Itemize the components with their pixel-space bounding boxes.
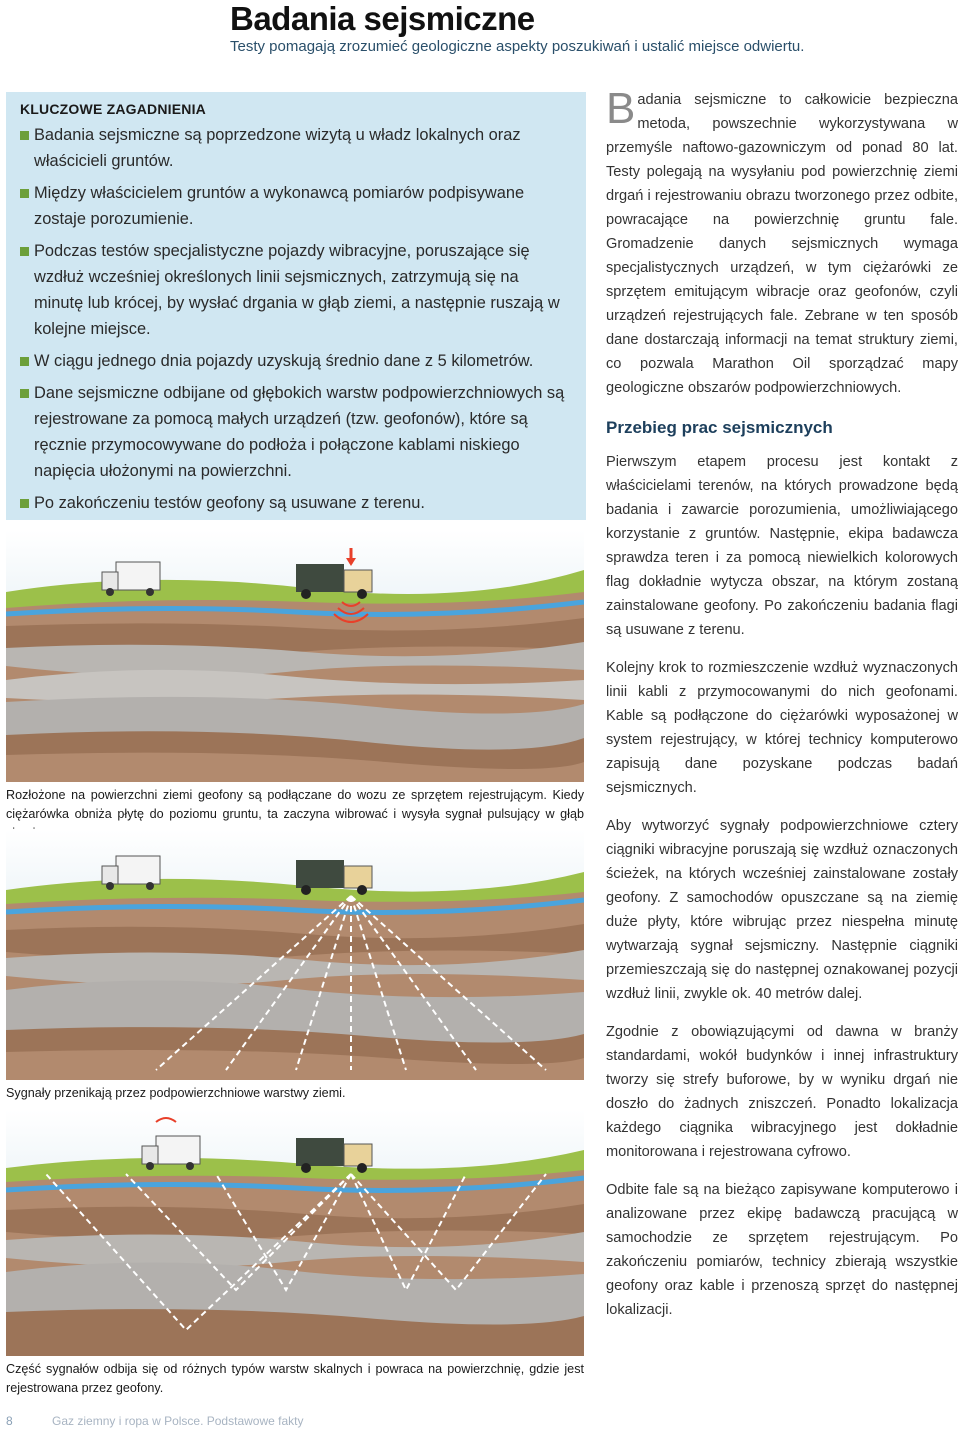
page-footer [6, 1414, 303, 1428]
figure-caption-3: Część sygnałów odbija się od różnych typów warstw skalnych i powraca na powierzchnię, gdzie jest rejestrowana przez geofony. [6, 1362, 584, 1395]
publication-title: Gaz ziemny i ropa w Polsce. Podstawowe fakty [52, 1414, 304, 1428]
article-paragraph: Kolejny krok to rozmieszczenie wzdłuż wyznaczonych linii kabli z przymocowanymi do nich geofonami. Kable są podłączone do ciężarówki wyposażonej w system rejestrujący, w której technicy komputerowo zapisują dane pozyskane podczas badań sejsmicznych. [606, 660, 958, 796]
square-bullet-icon [20, 131, 29, 140]
drop-cap: B [606, 84, 636, 133]
page-subtitle: Testy pomagają zrozumieć geologiczne aspekty poszukiwań i ustalić miejsce odwiertu. [230, 38, 805, 55]
key-points-box [6, 92, 586, 520]
seismic-illustration-vibration [6, 530, 584, 782]
key-point-item: Po zakończeniu testów geofony są usuwane z terenu. [20, 490, 572, 516]
page-title: Badania sejsmiczne [230, 0, 535, 37]
figure-caption-2: Sygnały przenikają przez podpowierzchniowe warstwy ziemi. [6, 1086, 346, 1100]
key-point-item: Między właścicielem gruntów a wykonawcą pomiarów podpisywane zostaje porozumienie. [20, 180, 572, 232]
article-paragraph: Zgodnie z obowiązującymi od dawna w branży standardami, wokół budynków i innej infrastruktury tworzy się strefy buforowe, by w wyniku drgań nie doszło do żadnych zniszczeń. Ponadto lokalizacja każdego ciągnika wibracyjnego jest dokładnie monitorowana i rejestrowana cyfrowo. [606, 1024, 958, 1160]
section-heading: Przebieg prac sejsmicznych [606, 418, 833, 437]
seismic-illustration-reflection [6, 1110, 584, 1356]
key-points-heading: KLUCZOWE ZAGADNIENIA [20, 101, 206, 117]
key-point-item: Badania sejsmiczne są poprzedzone wizytą u władz lokalnych oraz właścicieli gruntów. [20, 122, 572, 174]
square-bullet-icon [20, 357, 29, 366]
key-point-item: Podczas testów specjalistyczne pojazdy wibracyjne, poruszające się wzdłuż wcześniej określonych linii sejsmicznych, zatrzymują się na minutę lub krócej, by wysłać drgania w głąb ziemi, a następnie ruszają w kolejne miejsce. [20, 238, 572, 342]
article-column [606, 84, 958, 1322]
key-point-item: Dane sejsmiczne odbijane od głębokich warstw podpowierzchniowych są rejestrowane za pomocą małych urządzeń (tzw. geofonów), które są ręcznie przymocowywane do podłoża i połączone kablami niskiego napięcia ułożonymi na powierzchni. [20, 380, 572, 484]
seismic-illustration-penetration [6, 830, 584, 1080]
article-paragraph: Aby wytworzyć sygnały podpowierzchniowe cztery ciągniki wibracyjne poruszają się wzdłuż oznaczonych ścieżek, na których wcześniej zainstalowane zostały geofony. Z samochodów opuszczane są na ziemię duże płyty, które wibrując przez niespełna minutę wytwarzają sygnał sejsmiczny. Następnie ciągniki przemieszczają się do następnej oznakowanej pozycji wzdłuż linii, zwykle ok. 40 metrów dalej. [606, 818, 958, 1002]
figure-caption-1: Rozłożone na powierzchni ziemi geofony są podłączane do wozu ze sprzętem rejestrującym. Kiedy ciężarówka obniża płytę do poziomu gruntu, ta zaczyna wibrować i wysyła sygnał pulsujący w głąb [6, 788, 584, 821]
square-bullet-icon [20, 499, 29, 508]
square-bullet-icon [20, 189, 29, 198]
article-paragraph: Pierwszym etapem procesu jest kontakt z właścicielami terenów, na których prowadzone będą badania i zawarcie porozumienia, umożliwiającego korzystanie z gruntów. Następnie, ekipa badawcza sprawdza teren i za pomocą niewielkich kolorowych flag dokładnie wytycza obszar, na którym zostaną zainstalowane geofony. Po zakończeniu badania flagi są usuwane z terenu. [606, 454, 958, 638]
key-point-item: W ciągu jednego dnia pojazdy uzyskują średnio dane z 5 kilometrów. [20, 348, 572, 374]
page-number: 8 [6, 1414, 13, 1428]
intro-paragraph: Badania sejsmiczne to całkowicie bezpieczna metoda, powszechnie wykorzystywana w przemyśle naftowo-gazowniczym od ponad 80 lat. Testy polegają na wysyłaniu pod powierzchnię ziemi drgań i rejestrowaniu obrazu tworzonego przez odbite, powracające na powierzchnię gruntu fale. Gromadzenie danych sejsmicznych wymaga specjalistycznych urządzeń, w tym ciężarówki ze sprzętem emitującym wibracje oraz geofonów, czyli urządzeń rejestrujących fale. Zebrane w ten sposób dane dostarczają informacji na temat struktury ziemi, co pozwala Marathon Oil sporządzać mapy geologiczne obszarów podpowierzchniowych. [606, 84, 958, 396]
square-bullet-icon [20, 389, 29, 398]
article-paragraph: Odbite fale są na bieżąco zapisywane komputerowo i analizowane przez ekipę badawczą pracującą w samochodzie ze sprzętem rejestrującym. Po zakończeniu pomiarów, technicy zbierają wszystkie geofony oraz kable i przenoszą sprzęt do następnej lokalizacji. [606, 1182, 958, 1318]
square-bullet-icon [20, 247, 29, 256]
